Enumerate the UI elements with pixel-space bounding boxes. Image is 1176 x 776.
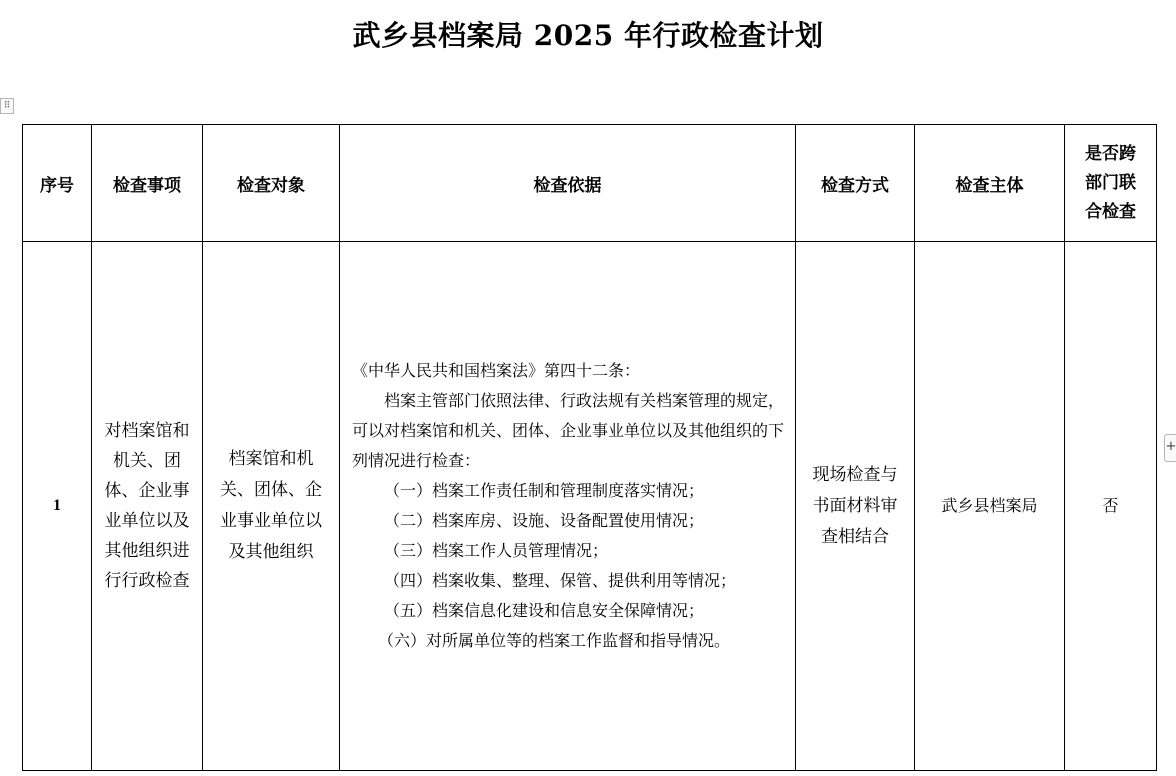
basis-text-block: [340, 356, 795, 656]
cell-item-text: 对档案馆和机关、团体、企业事业单位以及其他组织进行行政检查: [104, 421, 190, 591]
cell-method-text: 现场检查与书面材料审查相结合: [812, 464, 898, 547]
header-method: 检查方式: [796, 125, 915, 242]
cell-item: [92, 242, 203, 771]
cell-cross-department: 否: [1065, 242, 1157, 771]
page-title: 武乡县档案局 2025 年行政检查计划: [352, 19, 824, 52]
add-column-icon[interactable]: +: [1164, 434, 1176, 462]
basis-item-1: （一）档案工作责任制和管理制度落实情况；: [384, 481, 705, 500]
table-row: [23, 242, 1157, 771]
header-seq: 序号: [23, 125, 92, 242]
cell-seq: 1: [23, 242, 92, 771]
cell-method: [796, 242, 915, 771]
cell-target: [203, 242, 340, 771]
basis-item-2: （二）档案库房、设施、设备配置使用情况；: [384, 511, 705, 530]
basis-law-citation: 《中华人民共和国档案法》第四十二条：: [352, 361, 641, 380]
table-move-handle-icon[interactable]: ⠿: [0, 98, 14, 114]
cell-subject: 武乡县档案局: [915, 242, 1065, 771]
header-subject: 检查主体: [915, 125, 1065, 242]
table-header-row: [23, 125, 1157, 242]
basis-item-4: （四）档案收集、整理、保管、提供利用等情况；: [384, 571, 737, 590]
basis-item-6: （六）对所属单位等的档案工作监督和指导情况。: [378, 631, 731, 650]
cell-target-text: 档案馆和机关、团体、企业事业单位以及其他组织: [220, 449, 322, 562]
header-item: 检查事项: [92, 125, 203, 242]
inspection-plan-table: [22, 124, 1157, 771]
header-target: 检查对象: [203, 125, 340, 242]
header-basis: 检查依据: [340, 125, 796, 242]
basis-item-3: （三）档案工作人员管理情况；: [384, 541, 609, 560]
header-cross-department: [1065, 125, 1157, 242]
header-cross-department-label: 是否跨部门联合检查: [1085, 143, 1136, 222]
basis-intro: 档案主管部门依照法律、行政法规有关档案管理的规定，可以对档案馆和机关、团体、企业事业单位以及其他组织的下列情况进行检查：: [352, 391, 785, 470]
cell-basis: [340, 242, 796, 771]
basis-item-5: （五）档案信息化建设和信息安全保障情况；: [384, 601, 705, 620]
